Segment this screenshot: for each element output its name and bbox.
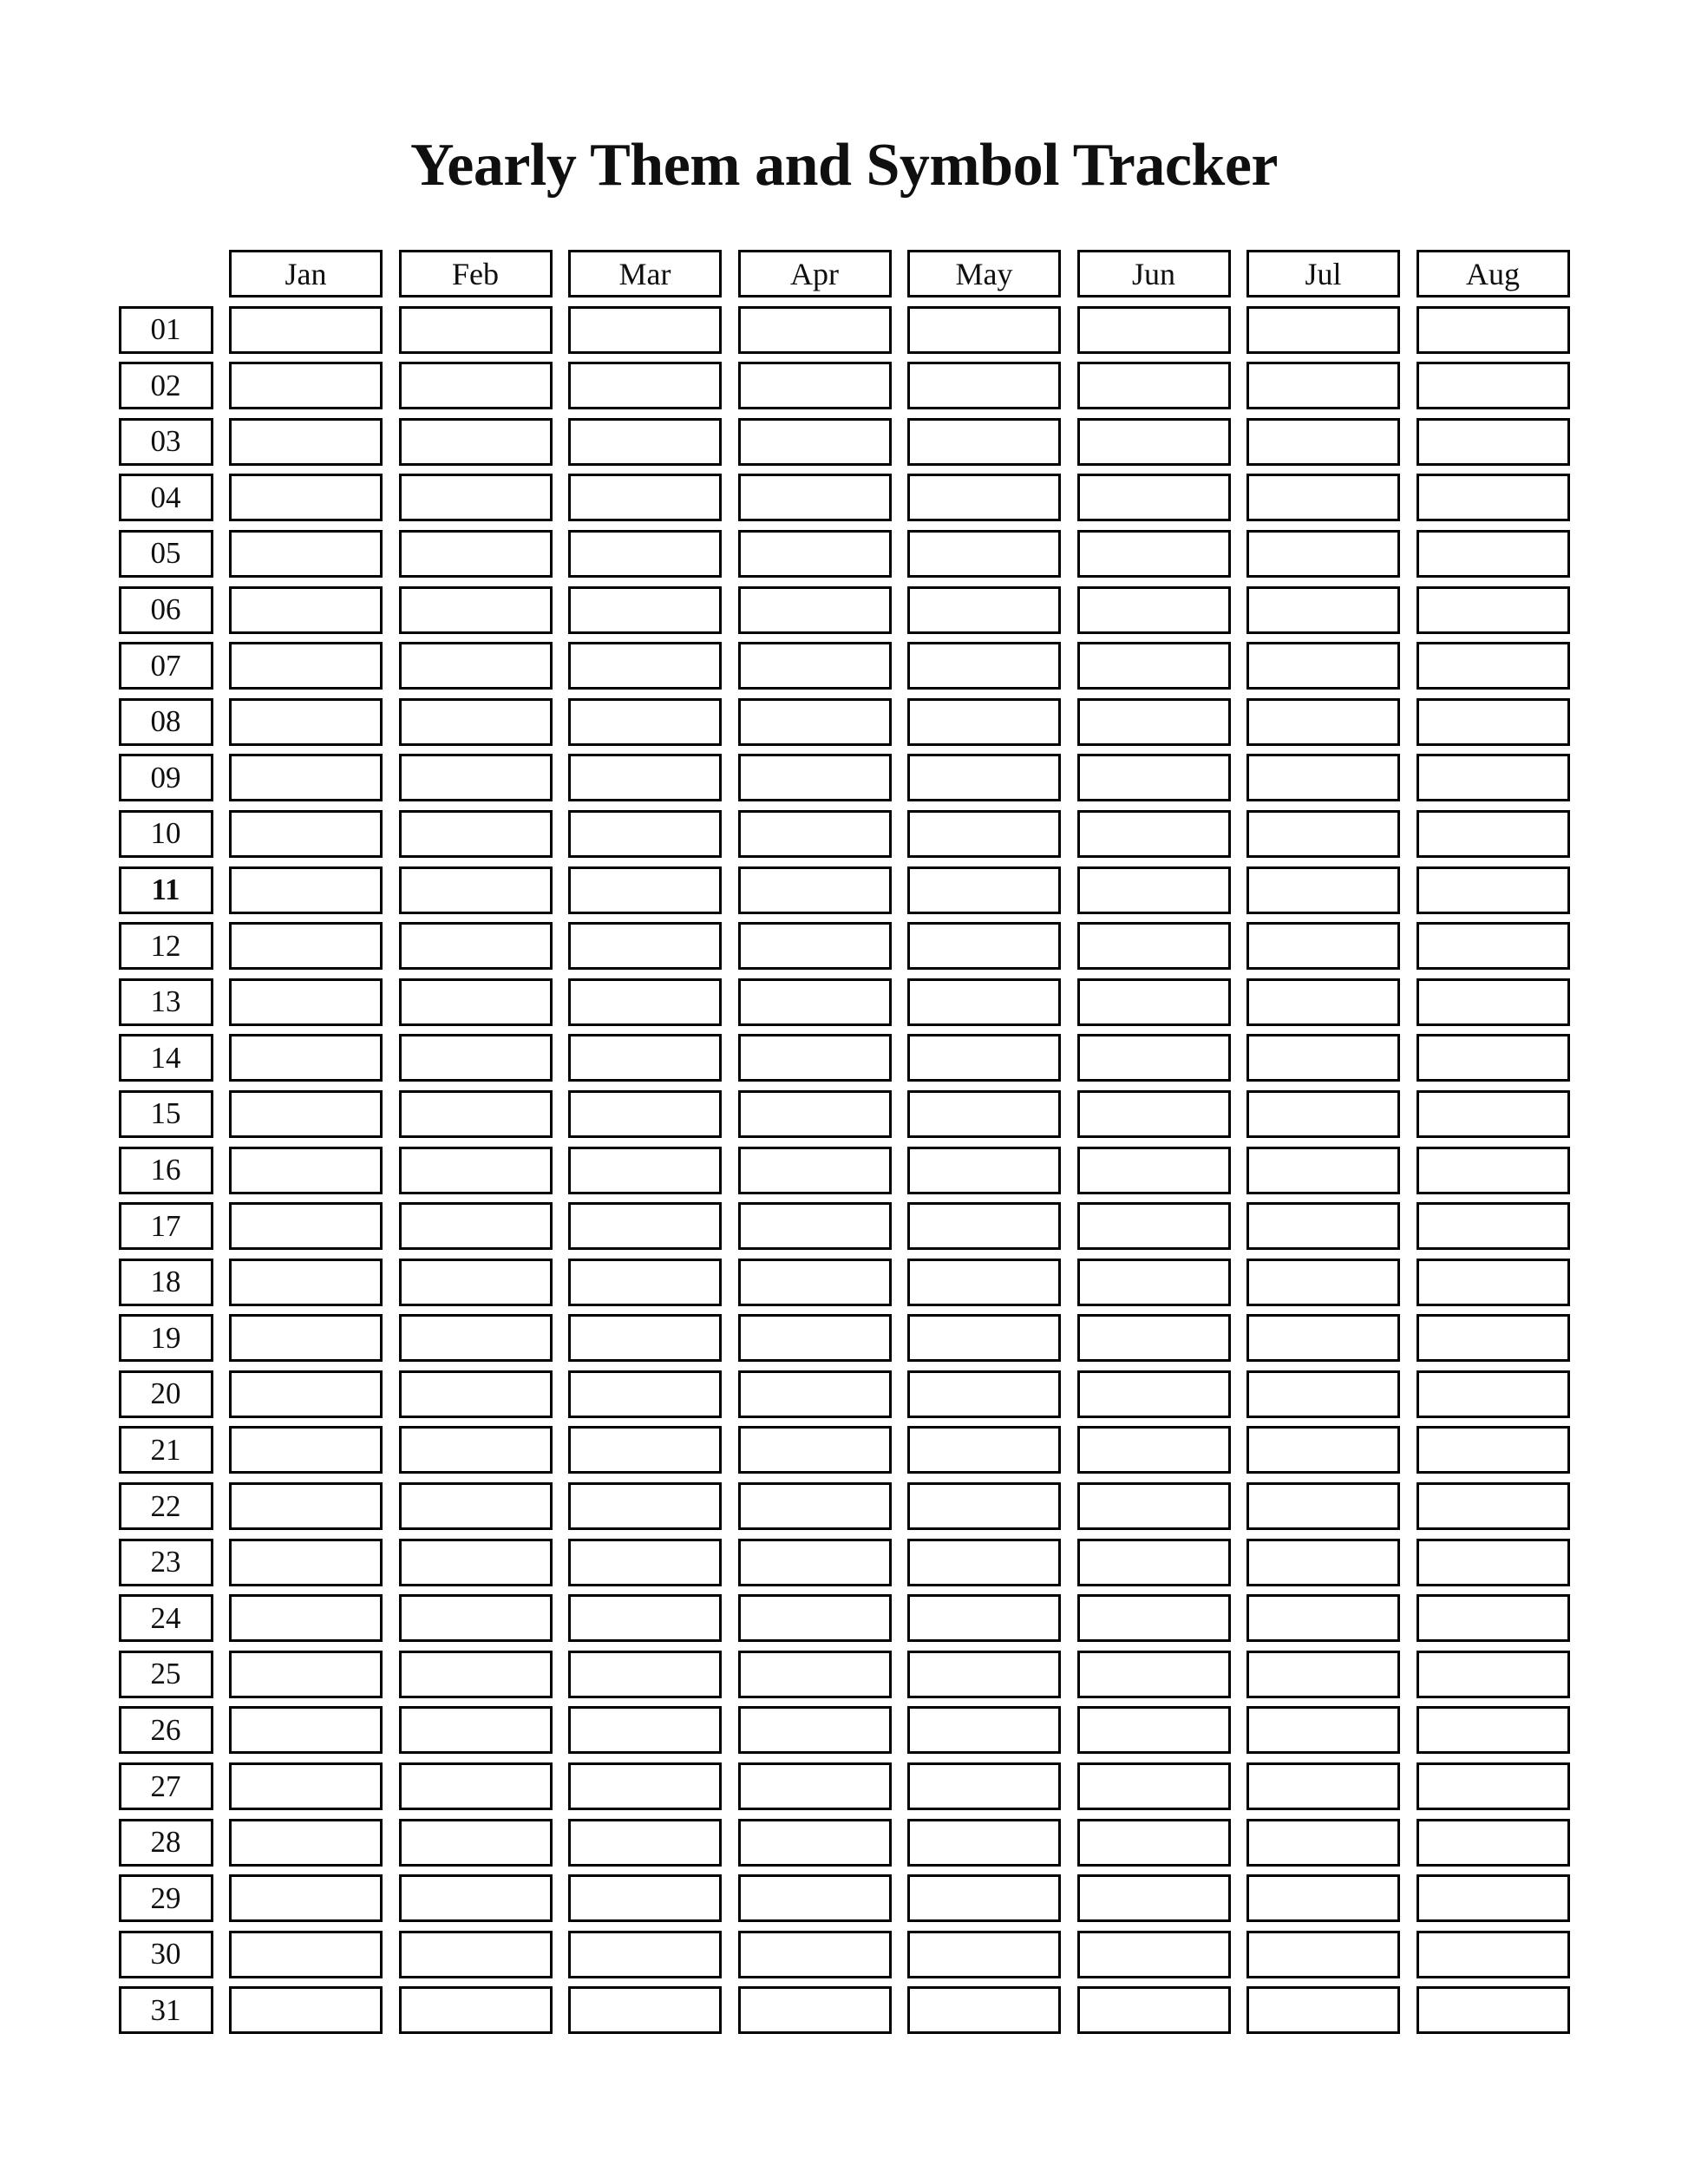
entry-cell-apr-01 <box>738 306 892 354</box>
day-label-03: 03 <box>119 418 213 466</box>
entry-cell-mar-14 <box>568 1034 722 1082</box>
entry-cell-jul-20 <box>1246 1370 1400 1418</box>
entry-cell-may-29 <box>907 1874 1061 1922</box>
entry-cell-jun-28 <box>1077 1819 1231 1867</box>
month-header-apr: Apr <box>738 250 892 298</box>
entry-cell-jul-29 <box>1246 1874 1400 1922</box>
entry-cell-jan-31 <box>229 1986 383 2034</box>
entry-cell-jan-13 <box>229 978 383 1026</box>
entry-cell-feb-19 <box>399 1314 553 1362</box>
entry-cell-jan-08 <box>229 698 383 746</box>
entry-cell-jan-26 <box>229 1706 383 1754</box>
entry-cell-jul-15 <box>1246 1090 1400 1138</box>
entry-cell-may-28 <box>907 1819 1061 1867</box>
entry-cell-aug-01 <box>1416 306 1570 354</box>
entry-cell-may-01 <box>907 306 1061 354</box>
entry-cell-mar-25 <box>568 1651 722 1698</box>
entry-cell-mar-28 <box>568 1819 722 1867</box>
entry-cell-apr-10 <box>738 810 892 858</box>
entry-cell-aug-23 <box>1416 1539 1570 1586</box>
entry-cell-jul-31 <box>1246 1986 1400 2034</box>
entry-cell-jan-07 <box>229 642 383 690</box>
entry-cell-aug-19 <box>1416 1314 1570 1362</box>
entry-cell-feb-20 <box>399 1370 553 1418</box>
entry-cell-aug-10 <box>1416 810 1570 858</box>
entry-cell-may-13 <box>907 978 1061 1026</box>
day-label-31: 31 <box>119 1986 213 2034</box>
entry-cell-jan-11 <box>229 866 383 914</box>
month-header-jun: Jun <box>1077 250 1231 298</box>
entry-cell-jan-30 <box>229 1931 383 1978</box>
entry-cell-jan-14 <box>229 1034 383 1082</box>
entry-cell-jan-24 <box>229 1594 383 1642</box>
entry-cell-apr-02 <box>738 362 892 409</box>
entry-cell-may-26 <box>907 1706 1061 1754</box>
month-header-mar: Mar <box>568 250 722 298</box>
entry-cell-jul-14 <box>1246 1034 1400 1082</box>
day-label-02: 02 <box>119 362 213 409</box>
entry-cell-may-25 <box>907 1651 1061 1698</box>
month-header-jan: Jan <box>229 250 383 298</box>
entry-cell-feb-17 <box>399 1202 553 1250</box>
entry-cell-jan-12 <box>229 922 383 970</box>
entry-cell-feb-09 <box>399 754 553 801</box>
entry-cell-jun-17 <box>1077 1202 1231 1250</box>
entry-cell-feb-18 <box>399 1259 553 1306</box>
entry-cell-mar-05 <box>568 530 722 578</box>
entry-cell-mar-30 <box>568 1931 722 1978</box>
entry-cell-jun-01 <box>1077 306 1231 354</box>
entry-cell-jan-10 <box>229 810 383 858</box>
entry-cell-may-19 <box>907 1314 1061 1362</box>
entry-cell-feb-24 <box>399 1594 553 1642</box>
entry-cell-aug-02 <box>1416 362 1570 409</box>
entry-cell-may-27 <box>907 1762 1061 1810</box>
entry-cell-feb-30 <box>399 1931 553 1978</box>
day-label-20: 20 <box>119 1370 213 1418</box>
entry-cell-jul-05 <box>1246 530 1400 578</box>
entry-cell-apr-27 <box>738 1762 892 1810</box>
entry-cell-mar-16 <box>568 1147 722 1194</box>
entry-cell-jun-31 <box>1077 1986 1231 2034</box>
day-label-07: 07 <box>119 642 213 690</box>
entry-cell-feb-03 <box>399 418 553 466</box>
day-label-23: 23 <box>119 1539 213 1586</box>
entry-cell-may-06 <box>907 586 1061 634</box>
entry-cell-feb-02 <box>399 362 553 409</box>
entry-cell-apr-21 <box>738 1426 892 1474</box>
entry-cell-jan-18 <box>229 1259 383 1306</box>
page-title: Yearly Them and Symbol Tracker <box>409 132 1279 199</box>
entry-cell-jun-16 <box>1077 1147 1231 1194</box>
entry-cell-feb-08 <box>399 698 553 746</box>
month-header-aug: Aug <box>1416 250 1570 298</box>
entry-cell-mar-22 <box>568 1482 722 1530</box>
entry-cell-feb-10 <box>399 810 553 858</box>
entry-cell-jun-09 <box>1077 754 1231 801</box>
entry-cell-aug-12 <box>1416 922 1570 970</box>
entry-cell-jul-06 <box>1246 586 1400 634</box>
entry-cell-jul-28 <box>1246 1819 1400 1867</box>
entry-cell-jun-26 <box>1077 1706 1231 1754</box>
entry-cell-jun-12 <box>1077 922 1231 970</box>
entry-cell-jan-29 <box>229 1874 383 1922</box>
entry-cell-may-08 <box>907 698 1061 746</box>
entry-cell-feb-01 <box>399 306 553 354</box>
entry-cell-feb-12 <box>399 922 553 970</box>
day-label-25: 25 <box>119 1651 213 1698</box>
entry-cell-aug-03 <box>1416 418 1570 466</box>
month-header-jul: Jul <box>1246 250 1400 298</box>
entry-cell-mar-20 <box>568 1370 722 1418</box>
entry-cell-feb-26 <box>399 1706 553 1754</box>
entry-cell-may-20 <box>907 1370 1061 1418</box>
entry-cell-apr-30 <box>738 1931 892 1978</box>
entry-cell-mar-12 <box>568 922 722 970</box>
entry-cell-jul-10 <box>1246 810 1400 858</box>
entry-cell-may-22 <box>907 1482 1061 1530</box>
grid-corner-spacer <box>119 250 213 298</box>
day-label-18: 18 <box>119 1259 213 1306</box>
entry-cell-jan-25 <box>229 1651 383 1698</box>
day-label-21: 21 <box>119 1426 213 1474</box>
entry-cell-jul-08 <box>1246 698 1400 746</box>
entry-cell-aug-29 <box>1416 1874 1570 1922</box>
entry-cell-jun-24 <box>1077 1594 1231 1642</box>
entry-cell-may-14 <box>907 1034 1061 1082</box>
entry-cell-jan-05 <box>229 530 383 578</box>
day-label-08: 08 <box>119 698 213 746</box>
entry-cell-jun-14 <box>1077 1034 1231 1082</box>
entry-cell-mar-02 <box>568 362 722 409</box>
entry-cell-aug-16 <box>1416 1147 1570 1194</box>
entry-cell-apr-19 <box>738 1314 892 1362</box>
entry-cell-jun-25 <box>1077 1651 1231 1698</box>
day-label-30: 30 <box>119 1931 213 1978</box>
entry-cell-mar-10 <box>568 810 722 858</box>
entry-cell-jul-27 <box>1246 1762 1400 1810</box>
entry-cell-may-11 <box>907 866 1061 914</box>
entry-cell-jun-06 <box>1077 586 1231 634</box>
entry-cell-jul-30 <box>1246 1931 1400 1978</box>
entry-cell-jun-13 <box>1077 978 1231 1026</box>
entry-cell-apr-11 <box>738 866 892 914</box>
entry-cell-aug-09 <box>1416 754 1570 801</box>
entry-cell-aug-30 <box>1416 1931 1570 1978</box>
entry-cell-jul-12 <box>1246 922 1400 970</box>
entry-cell-apr-09 <box>738 754 892 801</box>
entry-cell-jul-25 <box>1246 1651 1400 1698</box>
entry-cell-jun-18 <box>1077 1259 1231 1306</box>
entry-cell-apr-16 <box>738 1147 892 1194</box>
entry-cell-jul-18 <box>1246 1259 1400 1306</box>
entry-cell-jun-19 <box>1077 1314 1231 1362</box>
entry-cell-feb-25 <box>399 1651 553 1698</box>
day-label-26: 26 <box>119 1706 213 1754</box>
entry-cell-apr-20 <box>738 1370 892 1418</box>
entry-cell-apr-25 <box>738 1651 892 1698</box>
entry-cell-may-21 <box>907 1426 1061 1474</box>
entry-cell-mar-24 <box>568 1594 722 1642</box>
entry-cell-feb-31 <box>399 1986 553 2034</box>
entry-cell-apr-14 <box>738 1034 892 1082</box>
entry-cell-may-31 <box>907 1986 1061 2034</box>
entry-cell-apr-13 <box>738 978 892 1026</box>
entry-cell-jun-04 <box>1077 474 1231 521</box>
entry-cell-feb-23 <box>399 1539 553 1586</box>
day-label-24: 24 <box>119 1594 213 1642</box>
entry-cell-jun-11 <box>1077 866 1231 914</box>
entry-cell-mar-19 <box>568 1314 722 1362</box>
entry-cell-mar-29 <box>568 1874 722 1922</box>
entry-cell-apr-04 <box>738 474 892 521</box>
entry-cell-jul-09 <box>1246 754 1400 801</box>
entry-cell-jan-03 <box>229 418 383 466</box>
entry-cell-aug-07 <box>1416 642 1570 690</box>
entry-cell-apr-12 <box>738 922 892 970</box>
entry-cell-feb-05 <box>399 530 553 578</box>
entry-cell-apr-23 <box>738 1539 892 1586</box>
day-label-12: 12 <box>119 922 213 970</box>
entry-cell-jan-16 <box>229 1147 383 1194</box>
entry-cell-feb-29 <box>399 1874 553 1922</box>
tracker-grid <box>119 250 1570 2034</box>
entry-cell-jun-15 <box>1077 1090 1231 1138</box>
entry-cell-mar-09 <box>568 754 722 801</box>
entry-cell-aug-13 <box>1416 978 1570 1026</box>
entry-cell-aug-11 <box>1416 866 1570 914</box>
entry-cell-jul-13 <box>1246 978 1400 1026</box>
entry-cell-mar-15 <box>568 1090 722 1138</box>
entry-cell-apr-18 <box>738 1259 892 1306</box>
entry-cell-jul-16 <box>1246 1147 1400 1194</box>
entry-cell-aug-21 <box>1416 1426 1570 1474</box>
entry-cell-aug-08 <box>1416 698 1570 746</box>
entry-cell-may-24 <box>907 1594 1061 1642</box>
entry-cell-jan-19 <box>229 1314 383 1362</box>
entry-cell-mar-13 <box>568 978 722 1026</box>
entry-cell-mar-07 <box>568 642 722 690</box>
day-label-14: 14 <box>119 1034 213 1082</box>
entry-cell-aug-18 <box>1416 1259 1570 1306</box>
entry-cell-apr-07 <box>738 642 892 690</box>
entry-cell-apr-03 <box>738 418 892 466</box>
entry-cell-feb-11 <box>399 866 553 914</box>
entry-cell-aug-04 <box>1416 474 1570 521</box>
entry-cell-apr-17 <box>738 1202 892 1250</box>
entry-cell-may-16 <box>907 1147 1061 1194</box>
entry-cell-aug-28 <box>1416 1819 1570 1867</box>
day-label-28: 28 <box>119 1819 213 1867</box>
entry-cell-may-03 <box>907 418 1061 466</box>
entry-cell-feb-13 <box>399 978 553 1026</box>
entry-cell-apr-08 <box>738 698 892 746</box>
entry-cell-jan-28 <box>229 1819 383 1867</box>
day-label-06: 06 <box>119 586 213 634</box>
entry-cell-may-15 <box>907 1090 1061 1138</box>
entry-cell-jun-03 <box>1077 418 1231 466</box>
entry-cell-may-30 <box>907 1931 1061 1978</box>
entry-cell-jul-04 <box>1246 474 1400 521</box>
month-header-feb: Feb <box>399 250 553 298</box>
entry-cell-feb-04 <box>399 474 553 521</box>
entry-cell-mar-31 <box>568 1986 722 2034</box>
entry-cell-may-02 <box>907 362 1061 409</box>
entry-cell-mar-23 <box>568 1539 722 1586</box>
day-label-15: 15 <box>119 1090 213 1138</box>
entry-cell-may-23 <box>907 1539 1061 1586</box>
day-label-01: 01 <box>119 306 213 354</box>
day-label-05: 05 <box>119 530 213 578</box>
entry-cell-mar-04 <box>568 474 722 521</box>
entry-cell-jun-05 <box>1077 530 1231 578</box>
entry-cell-feb-27 <box>399 1762 553 1810</box>
entry-cell-may-05 <box>907 530 1061 578</box>
entry-cell-feb-28 <box>399 1819 553 1867</box>
entry-cell-aug-15 <box>1416 1090 1570 1138</box>
entry-cell-apr-24 <box>738 1594 892 1642</box>
day-label-29: 29 <box>119 1874 213 1922</box>
entry-cell-feb-07 <box>399 642 553 690</box>
entry-cell-jun-08 <box>1077 698 1231 746</box>
day-label-09: 09 <box>119 754 213 801</box>
entry-cell-jan-27 <box>229 1762 383 1810</box>
entry-cell-jul-22 <box>1246 1482 1400 1530</box>
day-label-17: 17 <box>119 1202 213 1250</box>
entry-cell-feb-14 <box>399 1034 553 1082</box>
entry-cell-mar-26 <box>568 1706 722 1754</box>
entry-cell-jan-09 <box>229 754 383 801</box>
day-label-16: 16 <box>119 1147 213 1194</box>
entry-cell-may-12 <box>907 922 1061 970</box>
entry-cell-feb-15 <box>399 1090 553 1138</box>
entry-cell-apr-26 <box>738 1706 892 1754</box>
entry-cell-may-18 <box>907 1259 1061 1306</box>
entry-cell-jan-06 <box>229 586 383 634</box>
entry-cell-mar-21 <box>568 1426 722 1474</box>
entry-cell-jul-26 <box>1246 1706 1400 1754</box>
entry-cell-jan-04 <box>229 474 383 521</box>
entry-cell-jun-02 <box>1077 362 1231 409</box>
entry-cell-jul-01 <box>1246 306 1400 354</box>
entry-cell-aug-17 <box>1416 1202 1570 1250</box>
entry-cell-feb-16 <box>399 1147 553 1194</box>
entry-cell-may-04 <box>907 474 1061 521</box>
day-label-04: 04 <box>119 474 213 521</box>
entry-cell-jun-10 <box>1077 810 1231 858</box>
entry-cell-jul-24 <box>1246 1594 1400 1642</box>
entry-cell-mar-06 <box>568 586 722 634</box>
entry-cell-jul-02 <box>1246 362 1400 409</box>
entry-cell-jun-27 <box>1077 1762 1231 1810</box>
entry-cell-aug-06 <box>1416 586 1570 634</box>
entry-cell-jan-01 <box>229 306 383 354</box>
entry-cell-jun-30 <box>1077 1931 1231 1978</box>
entry-cell-may-10 <box>907 810 1061 858</box>
entry-cell-jul-03 <box>1246 418 1400 466</box>
entry-cell-aug-05 <box>1416 530 1570 578</box>
entry-cell-may-09 <box>907 754 1061 801</box>
entry-cell-feb-22 <box>399 1482 553 1530</box>
day-label-22: 22 <box>119 1482 213 1530</box>
day-label-19: 19 <box>119 1314 213 1362</box>
entry-cell-mar-11 <box>568 866 722 914</box>
entry-cell-mar-27 <box>568 1762 722 1810</box>
entry-cell-apr-29 <box>738 1874 892 1922</box>
entry-cell-jan-20 <box>229 1370 383 1418</box>
entry-cell-aug-20 <box>1416 1370 1570 1418</box>
entry-cell-mar-08 <box>568 698 722 746</box>
entry-cell-jan-21 <box>229 1426 383 1474</box>
entry-cell-may-17 <box>907 1202 1061 1250</box>
entry-cell-aug-25 <box>1416 1651 1570 1698</box>
day-label-10: 10 <box>119 810 213 858</box>
day-label-13: 13 <box>119 978 213 1026</box>
entry-cell-apr-05 <box>738 530 892 578</box>
entry-cell-jul-11 <box>1246 866 1400 914</box>
entry-cell-jun-29 <box>1077 1874 1231 1922</box>
entry-cell-apr-15 <box>738 1090 892 1138</box>
entry-cell-feb-21 <box>399 1426 553 1474</box>
entry-cell-apr-28 <box>738 1819 892 1867</box>
entry-cell-jan-15 <box>229 1090 383 1138</box>
entry-cell-jan-23 <box>229 1539 383 1586</box>
entry-cell-jul-23 <box>1246 1539 1400 1586</box>
entry-cell-jan-02 <box>229 362 383 409</box>
entry-cell-aug-26 <box>1416 1706 1570 1754</box>
entry-cell-may-07 <box>907 642 1061 690</box>
entry-cell-apr-22 <box>738 1482 892 1530</box>
day-label-27: 27 <box>119 1762 213 1810</box>
entry-cell-aug-14 <box>1416 1034 1570 1082</box>
entry-cell-apr-31 <box>738 1986 892 2034</box>
entry-cell-aug-27 <box>1416 1762 1570 1810</box>
entry-cell-jun-07 <box>1077 642 1231 690</box>
entry-cell-mar-01 <box>568 306 722 354</box>
entry-cell-apr-06 <box>738 586 892 634</box>
entry-cell-jan-17 <box>229 1202 383 1250</box>
entry-cell-jun-22 <box>1077 1482 1231 1530</box>
entry-cell-jan-22 <box>229 1482 383 1530</box>
entry-cell-mar-17 <box>568 1202 722 1250</box>
day-label-11: 11 <box>119 866 213 914</box>
entry-cell-aug-24 <box>1416 1594 1570 1642</box>
entry-cell-jun-20 <box>1077 1370 1231 1418</box>
entry-cell-jul-19 <box>1246 1314 1400 1362</box>
entry-cell-jul-07 <box>1246 642 1400 690</box>
entry-cell-aug-22 <box>1416 1482 1570 1530</box>
entry-cell-jun-21 <box>1077 1426 1231 1474</box>
entry-cell-aug-31 <box>1416 1986 1570 2034</box>
month-header-may: May <box>907 250 1061 298</box>
entry-cell-jul-21 <box>1246 1426 1400 1474</box>
entry-cell-jun-23 <box>1077 1539 1231 1586</box>
entry-cell-feb-06 <box>399 586 553 634</box>
entry-cell-jul-17 <box>1246 1202 1400 1250</box>
entry-cell-mar-03 <box>568 418 722 466</box>
entry-cell-mar-18 <box>568 1259 722 1306</box>
